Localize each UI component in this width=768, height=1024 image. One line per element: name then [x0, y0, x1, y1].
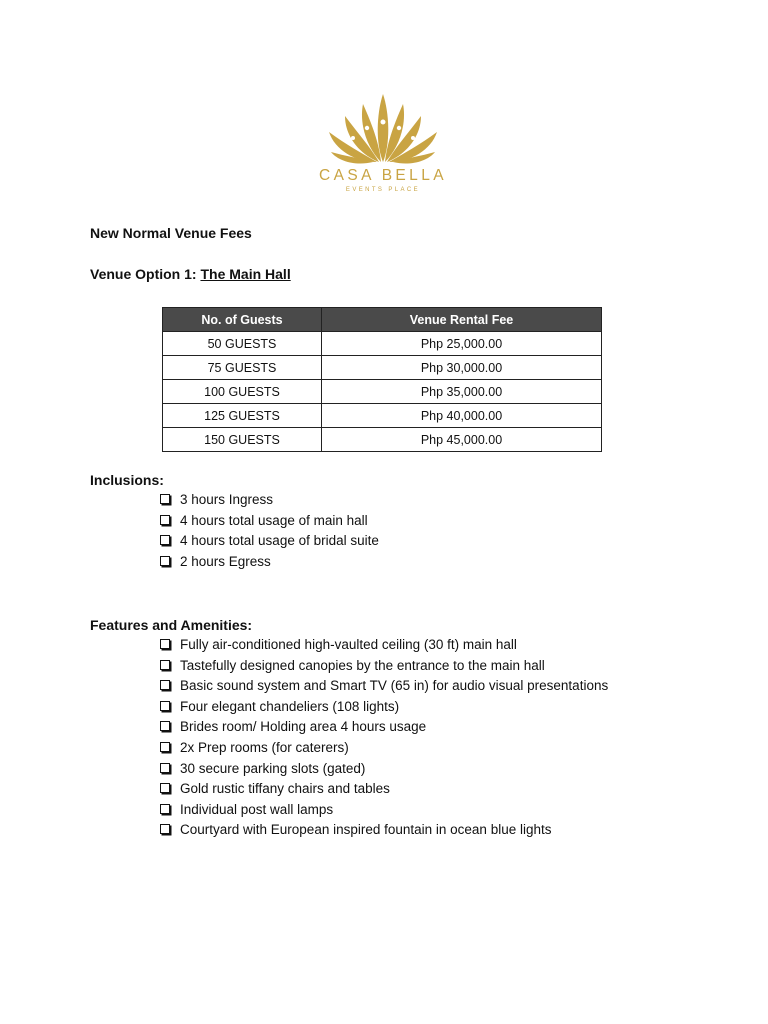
- list-item-text: 30 secure parking slots (gated): [180, 760, 366, 776]
- guests-cell: 50 GUESTS: [163, 332, 322, 356]
- list-item: [160, 511, 379, 532]
- list-item: [160, 635, 608, 656]
- list-item: [160, 779, 608, 800]
- list-item: [160, 717, 608, 738]
- features-heading: Features and Amenities:: [90, 617, 253, 633]
- list-item: [160, 656, 608, 677]
- checkbox-bullet-icon: [160, 804, 170, 814]
- fee-cell: Php 30,000.00: [322, 356, 602, 380]
- checkbox-bullet-icon: [160, 535, 170, 545]
- inclusions-heading: Inclusions:: [90, 472, 164, 488]
- guests-cell: 125 GUESTS: [163, 404, 322, 428]
- checkbox-bullet-icon: [160, 763, 170, 773]
- table-row: [163, 332, 602, 356]
- checkbox-bullet-icon: [160, 680, 170, 690]
- fee-cell: Php 25,000.00: [322, 332, 602, 356]
- list-item-text: 4 hours total usage of bridal suite: [180, 533, 379, 549]
- list-item-text: Four elegant chandeliers (108 lights): [180, 698, 400, 714]
- venue-option-prefix: Venue Option 1:: [90, 266, 197, 282]
- guests-column-header: No. of Guests: [163, 308, 322, 332]
- checkbox-bullet-icon: [160, 701, 170, 711]
- list-item: [160, 697, 608, 718]
- checkbox-bullet-icon: [160, 824, 170, 834]
- list-item: [160, 800, 608, 821]
- table-row: [163, 404, 602, 428]
- checkbox-bullet-icon: [160, 556, 170, 566]
- checkbox-bullet-icon: [160, 783, 170, 793]
- logo-name: CASA BELLA: [319, 167, 447, 184]
- list-item: [160, 531, 379, 552]
- fee-cell: Php 40,000.00: [322, 404, 602, 428]
- fee-cell: Php 45,000.00: [322, 428, 602, 452]
- list-item-text: Courtyard with European inspired fountain in ocean blue lights: [180, 822, 552, 838]
- fee-cell: Php 35,000.00: [322, 380, 602, 404]
- venue-option-heading: [90, 265, 291, 283]
- list-item: [160, 552, 379, 573]
- checkbox-bullet-icon: [160, 494, 170, 504]
- list-item-text: Individual post wall lamps: [180, 801, 334, 817]
- checkbox-bullet-icon: [160, 515, 170, 525]
- table-header-row: [163, 308, 602, 332]
- list-item-text: Gold rustic tiffany chairs and tables: [180, 781, 390, 797]
- features-list: [160, 635, 608, 841]
- list-item-text: Basic sound system and Smart TV (65 in) for audio visual presentations: [180, 678, 609, 694]
- page-title: New Normal Venue Fees: [90, 225, 252, 241]
- list-item: [160, 759, 608, 780]
- list-item-text: Tastefully designed canopies by the entrance to the main hall: [180, 657, 545, 673]
- list-item: [160, 490, 379, 511]
- list-item-text: Brides room/ Holding area 4 hours usage: [180, 719, 427, 735]
- list-item-text: 2 hours Egress: [180, 553, 271, 569]
- list-item-text: 3 hours Ingress: [180, 492, 274, 507]
- table-row: [163, 356, 602, 380]
- inclusions-list: [160, 490, 379, 572]
- casa-bella-logo: [318, 92, 448, 198]
- guests-cell: 150 GUESTS: [163, 428, 322, 452]
- fee-column-header: Venue Rental Fee: [322, 308, 602, 332]
- guests-cell: 75 GUESTS: [163, 356, 322, 380]
- list-item: [160, 738, 608, 759]
- guests-cell: 100 GUESTS: [163, 380, 322, 404]
- list-item-text: Fully air-conditioned high-vaulted ceiling (30 ft) main hall: [180, 637, 517, 652]
- table-row: [163, 428, 602, 452]
- table-row: [163, 380, 602, 404]
- fan-leaf-logo-icon: [323, 92, 443, 164]
- checkbox-bullet-icon: [160, 660, 170, 670]
- venue-option-name: The Main Hall: [200, 266, 291, 282]
- checkbox-bullet-icon: [160, 721, 170, 731]
- list-item-text: 2x Prep rooms (for caterers): [180, 739, 349, 755]
- venue-fee-table: [162, 307, 602, 452]
- checkbox-bullet-icon: [160, 639, 170, 649]
- list-item: [160, 820, 608, 841]
- logo-subtitle: EVENTS PLACE: [345, 187, 421, 193]
- list-item-text: 4 hours total usage of main hall: [180, 512, 368, 528]
- checkbox-bullet-icon: [160, 742, 170, 752]
- list-item: [160, 676, 608, 697]
